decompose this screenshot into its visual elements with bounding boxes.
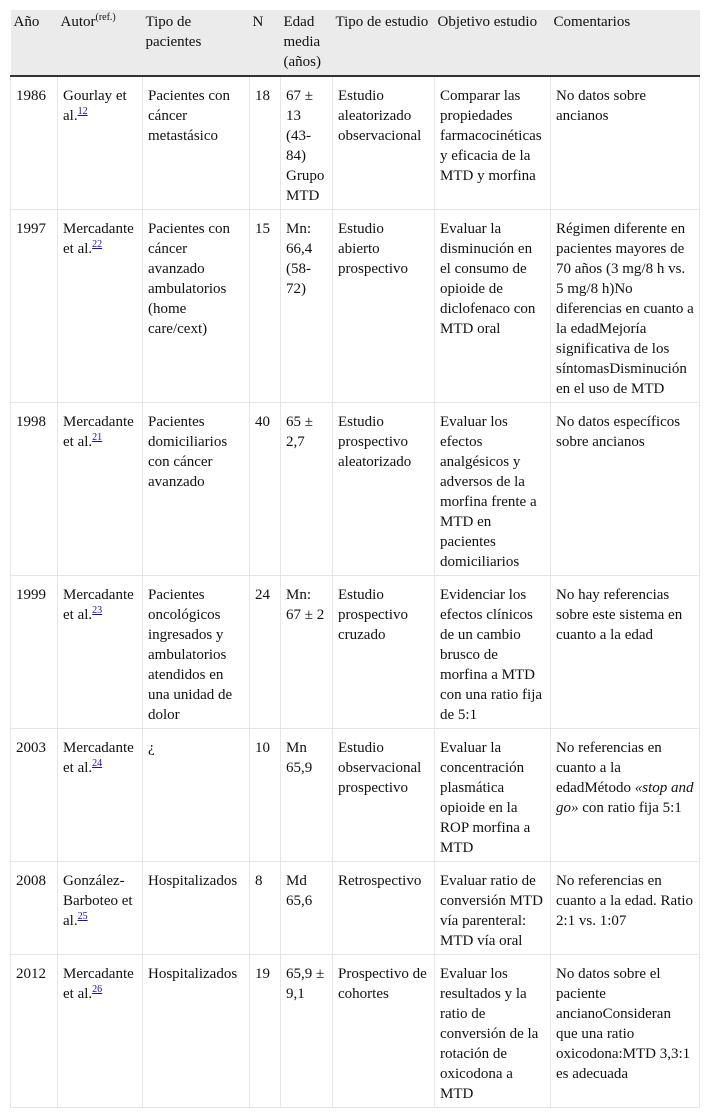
cell-age (281, 576, 333, 729)
cell-objective (435, 729, 551, 862)
cell-objective (435, 955, 551, 1108)
cell-study (333, 729, 435, 862)
cell-study (333, 862, 435, 955)
table-row (11, 955, 700, 1108)
comments-text: No datos específicos sobre ancianos (556, 414, 681, 450)
cell-author (58, 403, 143, 576)
cell-patients (143, 210, 250, 403)
cell-study (333, 210, 435, 403)
author-text: Mercadante et al. (63, 966, 134, 1002)
comments-text: No referencias en cuanto a la edad. Ratio 2:1 vs. 1:07 (556, 873, 694, 929)
year-text: 2012 (16, 966, 46, 982)
n-text: 40 (255, 414, 270, 430)
table-row (11, 403, 700, 576)
header-age: Edad media (años) (281, 10, 333, 76)
author-text: Gourlay et al. (63, 88, 127, 124)
study-text: Prospectivo de cohortes (338, 966, 427, 1002)
comments-text: No datos sobre el paciente ancianoConsideran que una ratio oxicodona:MTD 3,3:1 es adecuada (556, 966, 691, 1082)
n-text: 19 (255, 966, 270, 982)
header-comments: Comentarios (551, 10, 700, 76)
header-patients: Tipo de pacientes (143, 10, 250, 76)
cell-patients (143, 862, 250, 955)
cell-study (333, 576, 435, 729)
age-text: Md 65,6 (286, 873, 313, 909)
cell-comments (551, 576, 700, 729)
study-text: Estudio aleatorizado observacional (338, 88, 422, 144)
objective-text: Evidenciar los efectos clínicos de un cambio brusco de morfina a MTD con una ratio fija de 5:1 (440, 587, 543, 723)
table-row (11, 862, 700, 955)
cell-objective (435, 403, 551, 576)
n-text: 10 (255, 740, 270, 756)
age-text: Mn: 67 ± 2 (286, 587, 325, 623)
reference-link[interactable]: 12 (77, 106, 88, 117)
table-row (11, 576, 700, 729)
cell-study (333, 403, 435, 576)
cell-year (11, 729, 58, 862)
header-study: Tipo de estudio (333, 10, 435, 76)
table-row (11, 76, 700, 210)
patients-text: Pacientes con cáncer metastásico (148, 88, 231, 144)
age-text: Mn: 66,4 (58-72) (286, 221, 313, 297)
cell-comments (551, 210, 700, 403)
header-year: Año (11, 10, 58, 76)
cell-patients (143, 729, 250, 862)
comments-text: Régimen diferente en pacientes mayores de 70 años (3 mg/8 h vs. 5 mg/8 h)No diferencias en cuanto a la edadMejoría significativa de los síntomasDisminución en el uso de MTD (556, 221, 694, 397)
cell-n (250, 210, 281, 403)
cell-n (250, 862, 281, 955)
cell-patients (143, 403, 250, 576)
author-text: Mercadante et al. (63, 740, 134, 776)
author-text: Mercadante et al. (63, 587, 134, 623)
header-author: Autor$^{(ref.)}$ (58, 10, 143, 76)
age-text: Mn 65,9 (286, 740, 313, 776)
cell-age (281, 210, 333, 403)
cell-author (58, 210, 143, 403)
year-text: 1986 (16, 88, 46, 104)
reference-link[interactable]: 22 (92, 239, 103, 250)
cell-year (11, 210, 58, 403)
year-text: 1997 (16, 221, 46, 237)
reference-link[interactable]: 24 (92, 758, 103, 769)
age-text: 65,9 ± 9,1 (286, 966, 325, 1002)
cell-author (58, 576, 143, 729)
cell-year (11, 76, 58, 210)
reference-link[interactable]: 21 (92, 432, 103, 443)
cell-study (333, 76, 435, 210)
cell-comments (551, 955, 700, 1108)
comments-text: No datos sobre ancianos (556, 88, 646, 124)
author-text: González-Barboteo et al. (63, 873, 133, 929)
cell-author (58, 862, 143, 955)
n-text: 18 (255, 88, 270, 104)
cell-year (11, 862, 58, 955)
objective-text: Evaluar los efectos analgésicos y adversos de la morfina frente a MTD en pacientes domiciliarios (440, 414, 537, 570)
comments-text-post: con ratio fija 5:1 (578, 800, 682, 816)
comments-text: No hay referencias sobre este sistema en cuanto a la edad (556, 587, 683, 643)
studies-table (10, 10, 700, 1108)
age-text: 65 ± 2,7 (286, 414, 313, 450)
cell-comments (551, 862, 700, 955)
cell-author (58, 76, 143, 210)
cell-comments (551, 76, 700, 210)
cell-comments (551, 729, 700, 862)
header-objective: Objetivo estudio (435, 10, 551, 76)
study-text: Estudio prospectivo cruzado (338, 587, 408, 643)
patients-text: Pacientes oncológicos ingresados y ambulatorios atendidos en una unidad de dolor (148, 587, 233, 723)
cell-age (281, 955, 333, 1108)
author-text: Mercadante et al. (63, 414, 134, 450)
cell-objective (435, 210, 551, 403)
cell-patients (143, 955, 250, 1108)
cell-author (58, 955, 143, 1108)
cell-age (281, 729, 333, 862)
patients-text: Hospitalizados (148, 966, 238, 982)
patients-text: Pacientes domiciliarios con cáncer avanzado (148, 414, 228, 490)
table-row (11, 210, 700, 403)
objective-text: Evaluar ratio de conversión MTD vía parenteral: MTD vía oral (440, 873, 543, 949)
patients-text: Pacientes con cáncer avanzado ambulatorios (home care/cext) (148, 221, 231, 337)
cell-age (281, 403, 333, 576)
table-body (11, 76, 700, 1108)
cell-age (281, 76, 333, 210)
reference-link[interactable]: 23 (92, 605, 103, 616)
study-text: Estudio abierto prospectivo (338, 221, 408, 277)
comments-emphasis: «stop and go» (556, 780, 694, 816)
objective-text: Evaluar la concentración plasmática opioide en la ROP morfina a MTD (440, 740, 531, 856)
cell-study (333, 955, 435, 1108)
author-text: Mercadante et al. (63, 221, 134, 257)
table-row (11, 729, 700, 862)
cell-n (250, 955, 281, 1108)
reference-link[interactable]: 25 (77, 911, 88, 922)
cell-objective (435, 862, 551, 955)
age-text: 67 ± 13 (43-84) Grupo MTD (286, 88, 325, 204)
objective-text: Comparar las propiedades farmacocinéticas y eficacia de la MTD y morfina (440, 88, 542, 184)
reference-link[interactable]: 26 (92, 984, 103, 995)
header-n: N (250, 10, 281, 76)
header-author-sup: (ref.) (95, 12, 116, 23)
n-text: 24 (255, 587, 270, 603)
study-text: Retrospectivo (338, 873, 422, 889)
cell-author (58, 729, 143, 862)
cell-n (250, 403, 281, 576)
study-text: Estudio prospectivo aleatorizado (338, 414, 412, 470)
objective-text: Evaluar la disminución en el consumo de opioide de diclofenaco con MTD oral (440, 221, 536, 337)
cell-objective (435, 576, 551, 729)
objective-text: Evaluar los resultados y la ratio de conversión de la rotación de oxicodona a MTD (440, 966, 539, 1102)
patients-text: ¿ (148, 740, 155, 756)
cell-year (11, 955, 58, 1108)
year-text: 1998 (16, 414, 46, 430)
comments-text: No referencias en cuanto a la edadMétodo (556, 740, 662, 796)
year-text: 1999 (16, 587, 46, 603)
n-text: 15 (255, 221, 270, 237)
cell-n (250, 729, 281, 862)
cell-comments (551, 403, 700, 576)
header-row (11, 10, 700, 76)
year-text: 2003 (16, 740, 46, 756)
cell-age (281, 862, 333, 955)
cell-patients (143, 576, 250, 729)
cell-patients (143, 76, 250, 210)
cell-year (11, 576, 58, 729)
patients-text: Hospitalizados (148, 873, 238, 889)
study-text: Estudio observacional prospectivo (338, 740, 422, 796)
year-text: 2008 (16, 873, 46, 889)
cell-n (250, 576, 281, 729)
n-text: 8 (255, 873, 263, 889)
cell-year (11, 403, 58, 576)
cell-n (250, 76, 281, 210)
cell-objective (435, 76, 551, 210)
